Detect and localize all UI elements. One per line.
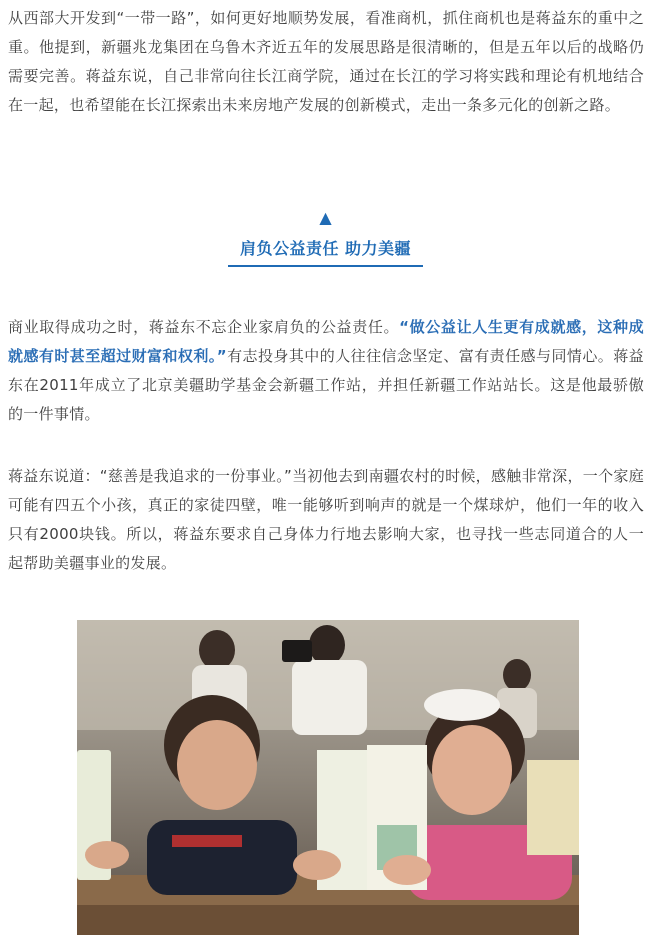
intro-paragraph: 从西部大开发到“一带一路”，如何更好地顺势发展，看准商机，抓住商机也是蒋益东的重中之重。他提到，新疆兆龙集团在乌鲁木齐近五年的发展思路是很清晰的，但是五年以后的战略仍需要完善。蒋益东说，自己非常向往长江商学院，通过在长江的学习将实践和理论有机地结合在一起，也希望能在长江探索出未来房地产发展的创新模式，走出一条多元化的创新之路。 bbox=[8, 9, 644, 114]
section-heading bbox=[0, 208, 651, 267]
children-reading-photo bbox=[77, 620, 579, 935]
charity-text-after: 有志投身其中的人往往信念坚定、富有责任感与同情心。蒋益东在2011年成立了北京美疆助学基金会新疆工作站，并担任新疆工作站站长。这是他最骄傲的一件事情。 bbox=[8, 347, 644, 423]
charity-paragraph bbox=[8, 313, 644, 429]
highlighted-quote: “做公益让人生更有成就感，这种成就感有时甚至超过财富和权利。” bbox=[8, 318, 644, 365]
quote-paragraph: 蒋益东说道：“慈善是我追求的一份事业。”当初他去到南疆农村的时候，感触非常深，一个家庭可能有四五个小孩，真正的家徒四壁，唯一能够听到响声的就是一个煤球炉，他们一年的收入只有2000块钱。所以，蒋益东要求自己身体力行地去影响大家，也寻找一些志同道合的人一起帮助美疆事业的发展。 bbox=[8, 467, 644, 572]
triangle-marker-icon: ▲ bbox=[319, 208, 332, 227]
charity-text-before: 商业取得成功之时，蒋益东不忘企业家肩负的公益责任。 bbox=[8, 318, 400, 336]
section-title: 肩负公益责任 助力美疆 bbox=[228, 236, 423, 267]
